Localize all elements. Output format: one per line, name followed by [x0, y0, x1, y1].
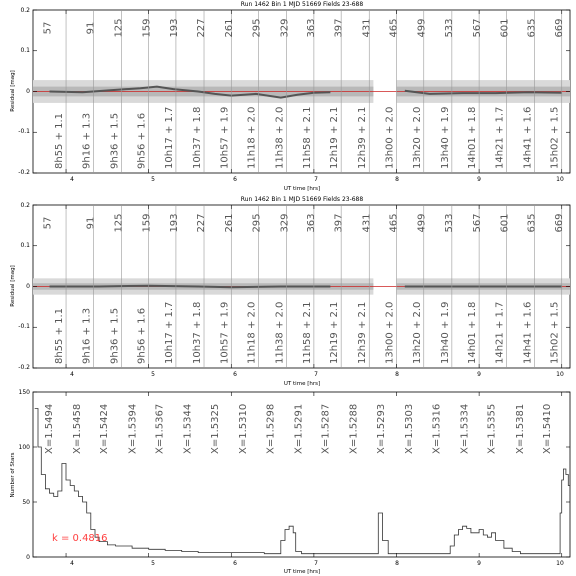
- time-offset-label: 8h55 + 1.1: [54, 307, 66, 364]
- field-number-label: 635: [526, 213, 538, 233]
- time-offset-label: 14h01 + 1.8: [467, 106, 479, 169]
- panel-1-ytick-label: -0.2: [18, 169, 30, 176]
- field-number-label: 431: [361, 18, 373, 38]
- field-number-label: 125: [113, 18, 125, 38]
- time-offset-label: 13h00 + 2.0: [384, 301, 396, 364]
- panel-2-x-axis-label: UT time [hrs]: [283, 381, 321, 387]
- panel-2-y-axis-label: Residual [mag]: [10, 265, 16, 307]
- airmass-label: X=1.5291: [293, 403, 305, 454]
- time-offset-label: 10h17 + 1.7: [163, 106, 175, 169]
- time-offset-label: 13h40 + 1.9: [439, 301, 451, 364]
- field-number-label: 329: [279, 18, 291, 38]
- field-number-label: 261: [224, 18, 236, 38]
- extinction-coefficient-label: k = 0.4816: [52, 533, 108, 544]
- time-offset-label: 14h21 + 1.7: [494, 106, 506, 169]
- time-offset-label: 9h36 + 1.5: [109, 112, 121, 169]
- panel-3-y-axis-label: Number of Stars: [10, 452, 16, 498]
- panel-3-ytick-label: 100: [18, 444, 30, 451]
- airmass-label: X=1.5316: [431, 403, 443, 454]
- airmass-label: X=1.5298: [265, 403, 277, 454]
- field-number-label: 499: [416, 18, 428, 38]
- field-number-label: 601: [499, 18, 511, 38]
- time-offset-label: 12h19 + 2.1: [329, 301, 341, 364]
- field-number-label: 227: [196, 18, 208, 38]
- time-offset-label: 9h16 + 1.3: [81, 307, 93, 364]
- panel-3-xtick-label: 9: [477, 560, 481, 567]
- panel-1-ytick-label: 0: [26, 88, 30, 95]
- panel-1-ytick-label: 0.2: [20, 7, 30, 14]
- panel-1-xtick-label: 4: [70, 176, 74, 183]
- panel-2-ytick-label: -0.2: [18, 364, 30, 371]
- field-number-label: 193: [168, 18, 180, 38]
- airmass-label: X=1.5287: [320, 403, 332, 454]
- field-number-label: 397: [333, 18, 345, 38]
- field-number-label: 567: [472, 213, 484, 233]
- time-offset-label: 11h58 + 2.1: [301, 106, 313, 169]
- panel-2-xtick-label: 4: [70, 371, 74, 378]
- time-offset-label: 8h55 + 1.1: [54, 112, 66, 169]
- field-number-label: 465: [388, 18, 400, 38]
- field-number-label: 193: [168, 213, 180, 233]
- field-number-label: 669: [553, 213, 565, 233]
- airmass-label: X=1.5494: [43, 403, 55, 454]
- field-number-label: 159: [141, 18, 153, 38]
- panel-2-plot-area: [33, 205, 570, 368]
- airmass-label: X=1.5424: [99, 403, 111, 454]
- panel-3-plot-area: [33, 392, 570, 557]
- panel-1-xtick-label: 9: [477, 176, 481, 183]
- panel-1-x-axis-label: UT time [hrs]: [283, 186, 321, 192]
- time-offset-label: 10h57 + 1.9: [219, 301, 231, 364]
- time-offset-label: 13h20 + 2.0: [411, 106, 423, 169]
- panel-2-title: Run 1462 Bin 1 MJD 51669 Fields 23-688: [240, 196, 364, 203]
- panel-1-xtick-label: 6: [233, 176, 237, 183]
- panel-2-ytick-label: 0.2: [20, 202, 30, 209]
- panel-1-ytick-label: -0.1: [18, 128, 30, 135]
- time-offset-label: 10h37 + 1.8: [192, 106, 204, 169]
- field-number-label: 159: [141, 213, 153, 233]
- panel-1-title: Run 1462 Bin 1 MJD 51669 Fields 23-688: [240, 1, 364, 8]
- field-number-label: 295: [251, 213, 263, 233]
- time-offset-label: 10h17 + 1.7: [163, 301, 175, 364]
- airmass-label: X=1.5288: [348, 403, 360, 454]
- time-offset-label: 14h41 + 1.6: [522, 106, 534, 169]
- panel-3-ytick-label: 0: [26, 554, 30, 561]
- field-number-label: 601: [499, 213, 511, 233]
- panel-2: [10, 196, 570, 387]
- time-offset-label: 12h39 + 2.1: [357, 106, 369, 169]
- field-number-label: 329: [279, 213, 291, 233]
- time-offset-label: 11h58 + 2.1: [301, 301, 313, 364]
- time-offset-label: 9h36 + 1.5: [109, 307, 121, 364]
- field-number-label: 57: [42, 216, 54, 230]
- field-number-label: 635: [526, 18, 538, 38]
- median-residual-line: [50, 286, 331, 288]
- panel-2-xtick-label: 5: [151, 371, 155, 378]
- field-number-label: 397: [333, 213, 345, 233]
- panel-3-xtick-label: 7: [314, 560, 318, 567]
- field-number-label: 125: [113, 213, 125, 233]
- time-offset-label: 14h41 + 1.6: [522, 301, 534, 364]
- time-offset-label: 9h56 + 1.6: [136, 307, 148, 364]
- airmass-label: X=1.5394: [127, 403, 139, 454]
- time-offset-label: 12h39 + 2.1: [357, 301, 369, 364]
- time-offset-label: 15h02 + 1.5: [549, 106, 561, 169]
- panel-1-xtick-label: 10: [556, 176, 564, 183]
- time-offset-label: 15h02 + 1.5: [549, 301, 561, 364]
- panel-2-xtick-label: 10: [556, 371, 564, 378]
- field-number-label: 227: [196, 213, 208, 233]
- airmass-label: X=1.5381: [514, 403, 526, 454]
- panel-3-ytick-label: 150: [18, 389, 30, 396]
- panel-3-ytick-label: 50: [22, 499, 30, 506]
- time-offset-label: 13h40 + 1.9: [439, 106, 451, 169]
- airmass-label: X=1.5355: [486, 403, 498, 454]
- panel-1-xtick-label: 8: [395, 176, 399, 183]
- panel-3-xtick-label: 4: [70, 560, 74, 567]
- airmass-label: X=1.5325: [209, 403, 221, 454]
- panel-3-xtick-label: 5: [151, 560, 155, 567]
- time-offset-label: 14h21 + 1.7: [494, 301, 506, 364]
- panel-1-xtick-label: 7: [314, 176, 318, 183]
- field-number-label: 91: [85, 216, 97, 230]
- field-number-label: 295: [251, 18, 263, 38]
- field-number-label: 669: [553, 18, 565, 38]
- airmass-label: X=1.5334: [459, 403, 471, 454]
- airmass-label: X=1.5410: [542, 403, 554, 454]
- panel-3-xtick-label: 10: [556, 560, 564, 567]
- airmass-label: X=1.5303: [404, 403, 416, 454]
- field-number-label: 91: [85, 21, 97, 35]
- panel-2-xtick-label: 9: [477, 371, 481, 378]
- panel-1: [10, 1, 570, 192]
- field-number-label: 363: [306, 213, 318, 233]
- field-number-label: 567: [472, 18, 484, 38]
- panel-3-xtick-label: 8: [395, 560, 399, 567]
- time-offset-label: 12h19 + 2.1: [329, 106, 341, 169]
- airmass-label: X=1.5310: [238, 403, 250, 454]
- airmass-label: X=1.5458: [71, 403, 83, 454]
- field-number-label: 363: [306, 18, 318, 38]
- panel-3-x-axis-label: UT time [hrs]: [283, 569, 321, 575]
- panel-1-y-axis-label: Residual [mag]: [10, 70, 16, 112]
- airmass-label: X=1.5293: [375, 403, 387, 454]
- field-number-label: 499: [416, 213, 428, 233]
- time-offset-label: 14h01 + 1.8: [467, 301, 479, 364]
- field-number-label: 533: [443, 213, 455, 233]
- panel-3: [10, 389, 570, 575]
- time-offset-label: 10h57 + 1.9: [219, 106, 231, 169]
- panel-2-xtick-label: 6: [233, 371, 237, 378]
- field-number-label: 57: [42, 21, 54, 35]
- time-offset-label: 11h38 + 2.0: [274, 106, 286, 169]
- panel-1-xtick-label: 5: [151, 176, 155, 183]
- panel-3-xtick-label: 6: [233, 560, 237, 567]
- airmass-label: X=1.5344: [182, 403, 194, 454]
- field-number-label: 465: [388, 213, 400, 233]
- airmass-label: X=1.5367: [154, 403, 166, 454]
- panel-2-xtick-label: 7: [314, 371, 318, 378]
- time-offset-label: 11h18 + 2.0: [246, 106, 258, 169]
- panel-2-xtick-label: 8: [395, 371, 399, 378]
- panel-2-ytick-label: 0: [26, 283, 30, 290]
- field-number-label: 261: [224, 213, 236, 233]
- time-offset-label: 13h20 + 2.0: [411, 301, 423, 364]
- time-offset-label: 11h38 + 2.0: [274, 301, 286, 364]
- panel-1-plot-area: [33, 10, 570, 173]
- time-offset-label: 9h56 + 1.6: [136, 112, 148, 169]
- panel-1-ytick-label: 0.1: [20, 47, 30, 54]
- field-number-label: 533: [443, 18, 455, 38]
- time-offset-label: 11h18 + 2.0: [246, 301, 258, 364]
- time-offset-label: 9h16 + 1.3: [81, 112, 93, 169]
- panel-2-ytick-label: -0.1: [18, 323, 30, 330]
- panel-2-ytick-label: 0.1: [20, 242, 30, 249]
- field-number-label: 431: [361, 213, 373, 233]
- time-offset-label: 13h00 + 2.0: [384, 106, 396, 169]
- time-offset-label: 10h37 + 1.8: [192, 301, 204, 364]
